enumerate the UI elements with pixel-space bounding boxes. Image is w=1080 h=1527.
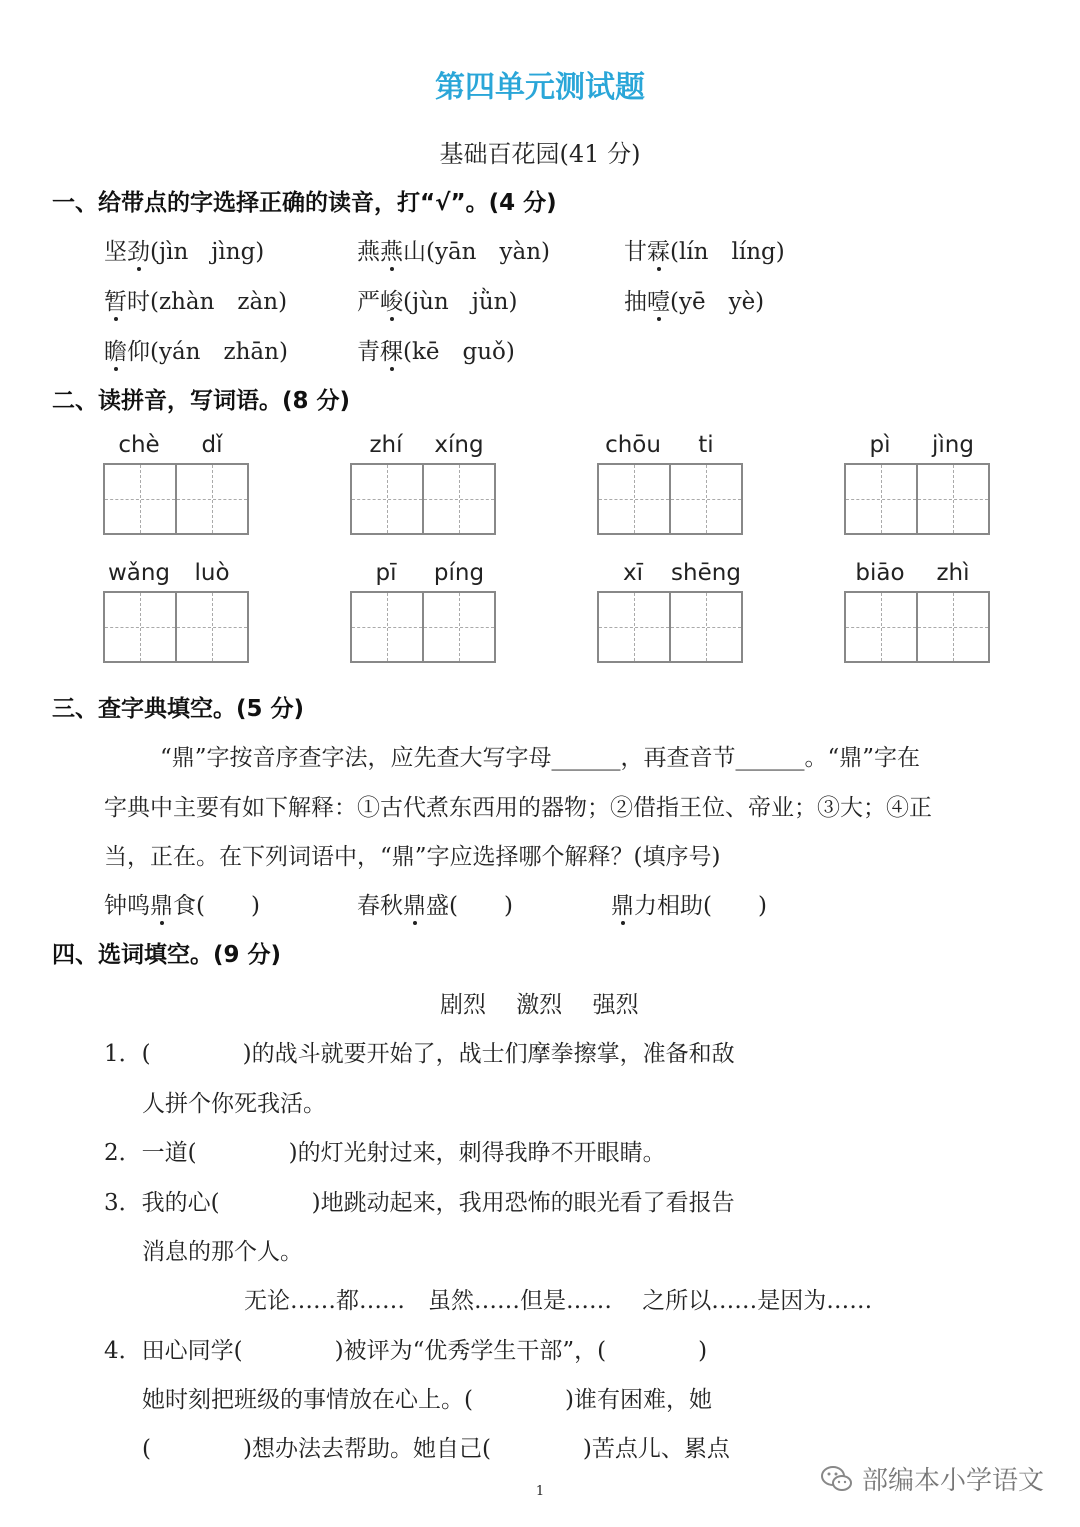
s4-question-3-line-1: 3．我的心( )地跳动起来，我用恐怖的眼光看了看报告	[104, 1190, 735, 1216]
s1-item-2: 燕燕山(yān yàn)	[357, 239, 550, 265]
s4-word-bank-1: 剧烈 激烈 强烈	[440, 992, 639, 1018]
pinyin-syllable: biāo	[855, 560, 905, 586]
writing-cell[interactable]	[352, 465, 422, 533]
s4-question-2: 2．一道( )的灯光射过来，刺得我睁不开眼睛。	[104, 1140, 666, 1166]
writing-grid[interactable]	[350, 591, 496, 663]
s4-question-3-line-2: 消息的那个人。	[142, 1239, 303, 1265]
writing-cell[interactable]	[175, 465, 247, 533]
pinyin-syllable: píng	[433, 560, 485, 586]
s4-question-1-line-1: 1．( )的战斗就要开始了，战士们摩拳擦掌，准备和敌	[104, 1041, 735, 1067]
writing-cell[interactable]	[175, 593, 247, 661]
writing-cell[interactable]	[916, 593, 988, 661]
watermark	[820, 1460, 1044, 1497]
pinyin-syllable: zhí	[369, 432, 403, 458]
section-4-header: 四、选词填空。(9 分)	[52, 942, 282, 968]
pinyin-syllable: dǐ	[201, 432, 223, 458]
s1-item-4: 暂时(zhàn zàn)	[104, 289, 288, 315]
writing-cell[interactable]	[422, 465, 494, 533]
s1-item-3: 甘霖(lín líng)	[624, 239, 785, 265]
pinyin-syllable: pī	[375, 560, 397, 586]
pinyin-syllable: pì	[869, 432, 891, 458]
s1-item-7: 瞻仰(yán zhān)	[104, 339, 288, 365]
s1-item-5: 严峻(jùn jǜn)	[357, 289, 518, 315]
s4-question-4-line-1: 4．田心同学( )被评为“优秀学生干部”，( )	[104, 1338, 708, 1364]
writing-grid[interactable]	[597, 591, 743, 663]
pinyin-syllable: chōu	[605, 432, 661, 458]
writing-grid[interactable]	[350, 463, 496, 535]
writing-cell[interactable]	[422, 593, 494, 661]
s3-paragraph-line-2: 字典中主要有如下解释：①古代煮东西用的器物；②借指王位、帝业；③大；④正	[104, 795, 932, 821]
s1-item-8: 青稞(kē guǒ)	[357, 339, 515, 365]
pinyin-syllable: jìng	[932, 432, 974, 458]
writing-grid[interactable]	[103, 463, 249, 535]
writing-cell[interactable]	[599, 593, 669, 661]
pinyin-syllable: wǎng	[107, 560, 171, 586]
writing-cell[interactable]	[916, 465, 988, 533]
wechat-icon	[820, 1464, 854, 1494]
pinyin-syllable: zhì	[936, 560, 970, 586]
section-3-header: 三、查字典填空。(5 分)	[52, 696, 305, 722]
section-2-header: 二、读拼音，写词语。(8 分)	[52, 388, 351, 414]
writing-cell[interactable]	[669, 593, 741, 661]
writing-cell[interactable]	[846, 593, 916, 661]
writing-cell[interactable]	[105, 465, 175, 533]
writing-grid[interactable]	[844, 591, 990, 663]
s3-item-2: 春秋鼎盛( )	[357, 893, 513, 919]
pinyin-syllable: xī	[622, 560, 644, 586]
s4-question-4-line-3: ( )想办法去帮助。她自己( )苦点儿、累点	[142, 1436, 730, 1462]
pinyin-syllable: luò	[194, 560, 230, 586]
watermark-text: 部编本小学语文	[862, 1466, 1045, 1496]
section-subtitle: 基础百花园(41 分)	[439, 140, 641, 168]
pinyin-syllable: chè	[118, 432, 160, 458]
writing-grid[interactable]	[103, 591, 249, 663]
s3-paragraph-line-1: “鼎”字按音序查字法，应先查大写字母______，再查音节______。“鼎”字在	[160, 745, 921, 771]
writing-cell[interactable]	[599, 465, 669, 533]
writing-cell[interactable]	[105, 593, 175, 661]
s3-paragraph-line-3: 当，正在。在下列词语中，“鼎”字应选择哪个解释？(填序号)	[104, 844, 721, 870]
writing-grid[interactable]	[597, 463, 743, 535]
page-title: 第四单元测试题	[435, 70, 645, 105]
s4-question-4-line-2: 她时刻把班级的事情放在心上。( )谁有困难，她	[142, 1387, 712, 1413]
s3-item-1: 钟鸣鼎食( )	[104, 893, 260, 919]
pinyin-syllable: xíng	[434, 432, 484, 458]
section-1-header: 一、给带点的字选择正确的读音，打“√”。(4 分)	[52, 190, 557, 216]
pinyin-syllable: shēng	[671, 560, 741, 586]
s1-item-1: 坚劲(jìn jìng)	[104, 239, 265, 265]
s1-item-6: 抽噎(yē yè)	[624, 289, 765, 315]
writing-cell[interactable]	[352, 593, 422, 661]
s3-item-3: 鼎力相助( )	[611, 893, 767, 919]
page-number: 1	[535, 1484, 545, 1499]
writing-cell[interactable]	[846, 465, 916, 533]
writing-grid[interactable]	[844, 463, 990, 535]
s4-word-bank-2: 无论……都…… 虽然……但是…… 之所以……是因为……	[244, 1288, 873, 1314]
pinyin-syllable: ti	[698, 432, 714, 458]
writing-cell[interactable]	[669, 465, 741, 533]
s4-question-1-line-2: 人拼个你死我活。	[142, 1091, 326, 1117]
